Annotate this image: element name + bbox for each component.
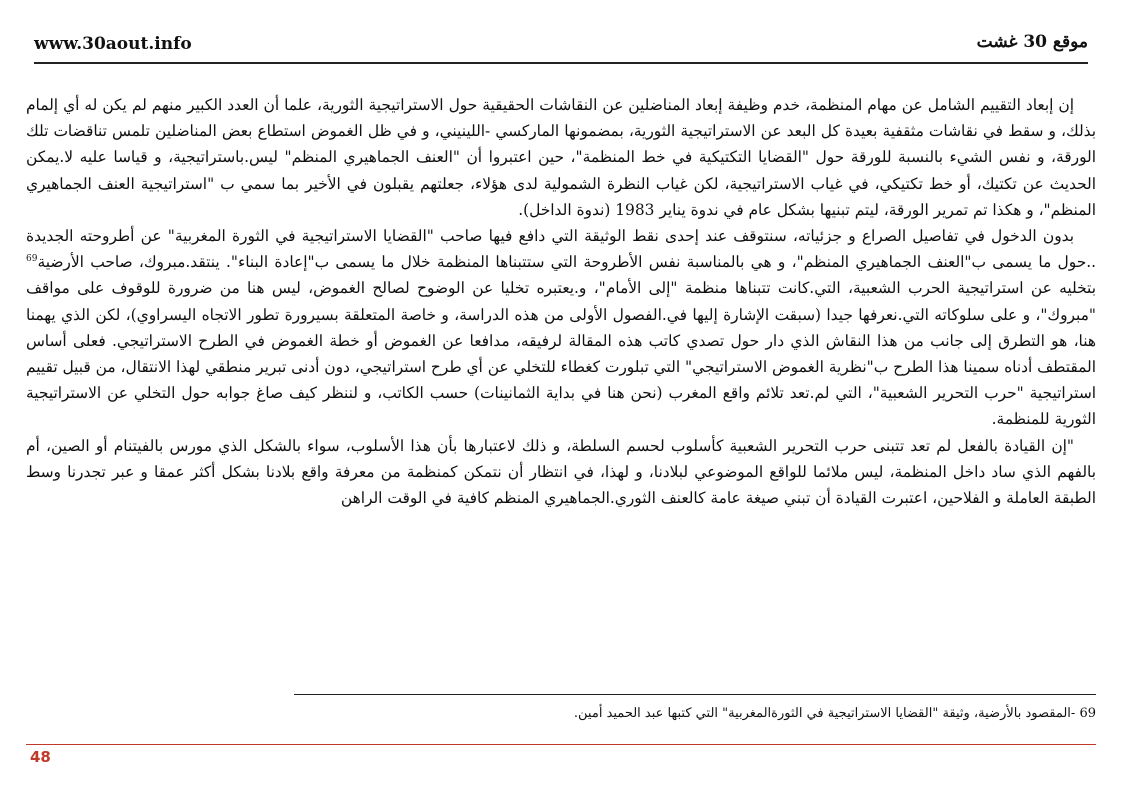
page-header bbox=[34, 30, 1088, 60]
paragraph-2-part-2: بتخليه عن استراتيجية الحرب الشعبية، التي.كانت تتبناها منظمة "إلى الأمام"، و.يعتبره تخليا عن الوضوح لصالح الغموض، ليس هنا من ضرورة للوقوف على مواقف "مبروك"، و على سلوكاته التي.نعرفها جيدا (سبقت الإشارة إليها في.الفصول الأولى من هذه الدراسة، و خاصة المتعلقة بسيرورة تطور الاتجاه اليسراوي)، لكن الذي يهمنا هنا، هو التطرق إلى جانب من هذا النقاش الذي دار حول تصدي كاتب هذه المقالة لرفيقه، مدافعا عن الغموض أو خطة الغموض في الطرح الاستراتيجي. فعلى أساس المقتطف أدناه سمينا هذا الطرح ب"نظرية الغموض الاستراتيجي" التي تبلورت كغطاء للتخلي عن أي طرح استراتيجي، دون أدنى تبرير منطقي لهذا الانتقال، من قبيل تقييم استراتيجية "حرب التحرير الشعبية"، التي لم.تعد تلائم واقع المغرب (نحن هنا في بداية الثمانينات) حسب الكاتب، و لننظر كيف صاغ جوابه حول التخلي عن الاستراتيجية الثورية للمنظمة. bbox=[26, 279, 1096, 429]
site-url[interactable]: www.30aout.info bbox=[34, 34, 192, 54]
page-number: 48 bbox=[30, 748, 51, 766]
site-name: موقع 30 غشت bbox=[976, 32, 1088, 52]
main-text bbox=[26, 92, 1096, 511]
paragraph-2-part-1: بدون الدخول في تفاصيل الصراع و جزئياته، سنتوقف عند إحدى نقط الوثيقة التي دافع فيها صاحب "القضايا الاستراتيجية في الثورة المغربية" عن أطروحته الجديدة ..حول ما يسمى ب"العنف الجماهيري المنظم"، و هي بالمناسبة نفس الأطروحة التي ستتبناها المنظمة خلال ما يسمى ب"إعادة البناء". ينتقد.مبروك، صاحب الأرضية bbox=[26, 227, 1096, 272]
footnote-text: -المقصود بالأرضية، وثيقة "القضايا الاستراتيجية في الثورةالمغربية" التي كتبها عبد الحميد أمين. bbox=[573, 706, 1076, 721]
footnote-divider bbox=[294, 694, 1096, 695]
header-divider bbox=[34, 62, 1088, 64]
paragraph-1: إن إبعاد التقييم الشامل عن مهام المنظمة، خدم وظيفة إبعاد المناضلين عن النقاشات الحقيقية حول الاستراتيجية الثورية، علما أن العدد الكبير منهم لم يكن له أي إلمام بذلك، و سقط في نقاشات مثقفية بعيدة كل البعد عن الاستراتيجية الثورية، بمضمونها الماركسي -اللينيني، و في ظل الغموض استطاع بعض المناضلين تلمس تناقضات تلك الورقة، و نفس الشيء بالنسبة للورقة حول "القضايا التكتيكية في خط المنظمة"، حين اعتبروا أن "العنف الجماهيري المنظم" ليس.باستراتيجية، و قياسا عليه لا.يمكن الحديث عن تكتيك، أو خط تكتيكي، في غياب الاستراتيجية، لكن غياب النظرة الشمولية لدى هؤلاء، جعلتهم يقبلون في الأخير بما سمي ب "استراتيجية العنف الجماهيري المنظم"، و هكذا تم تمرير الورقة، ليتم تبنيها بشكل عام في ندوة يناير 1983 (ندوة الداخل). bbox=[26, 96, 1096, 219]
footnote-number: 69 bbox=[1079, 706, 1096, 721]
footer-divider bbox=[26, 744, 1096, 745]
paragraph-2 bbox=[26, 223, 1096, 433]
paragraph-3: "إن القيادة بالفعل لم تعد تتبنى حرب التحرير الشعبية كأسلوب لحسم السلطة، و ذلك لاعتبارها بأن هذا الأسلوب، سواء بالشكل الذي مورس بالفيتنام أو الصين، أم بالفهم الذي ساد داخل المنظمة، ليس ملائما للواقع الموضوعي لبلادنا، و لهذا، في انتظار أن نتمكن كمنظمة من معرفة واقع بلادنا بشكل أكثر عمقا و عبر تجدرنا وسط الطبقة العاملة و الفلاحين، اعتبرت القيادة أن تبني صيغة عامة كالعنف الثوري.الجماهيري المنظم كافية في الوقت الراهن bbox=[26, 436, 1096, 508]
footnote bbox=[294, 702, 1096, 726]
footnote-reference[interactable]: 69 bbox=[26, 254, 38, 265]
